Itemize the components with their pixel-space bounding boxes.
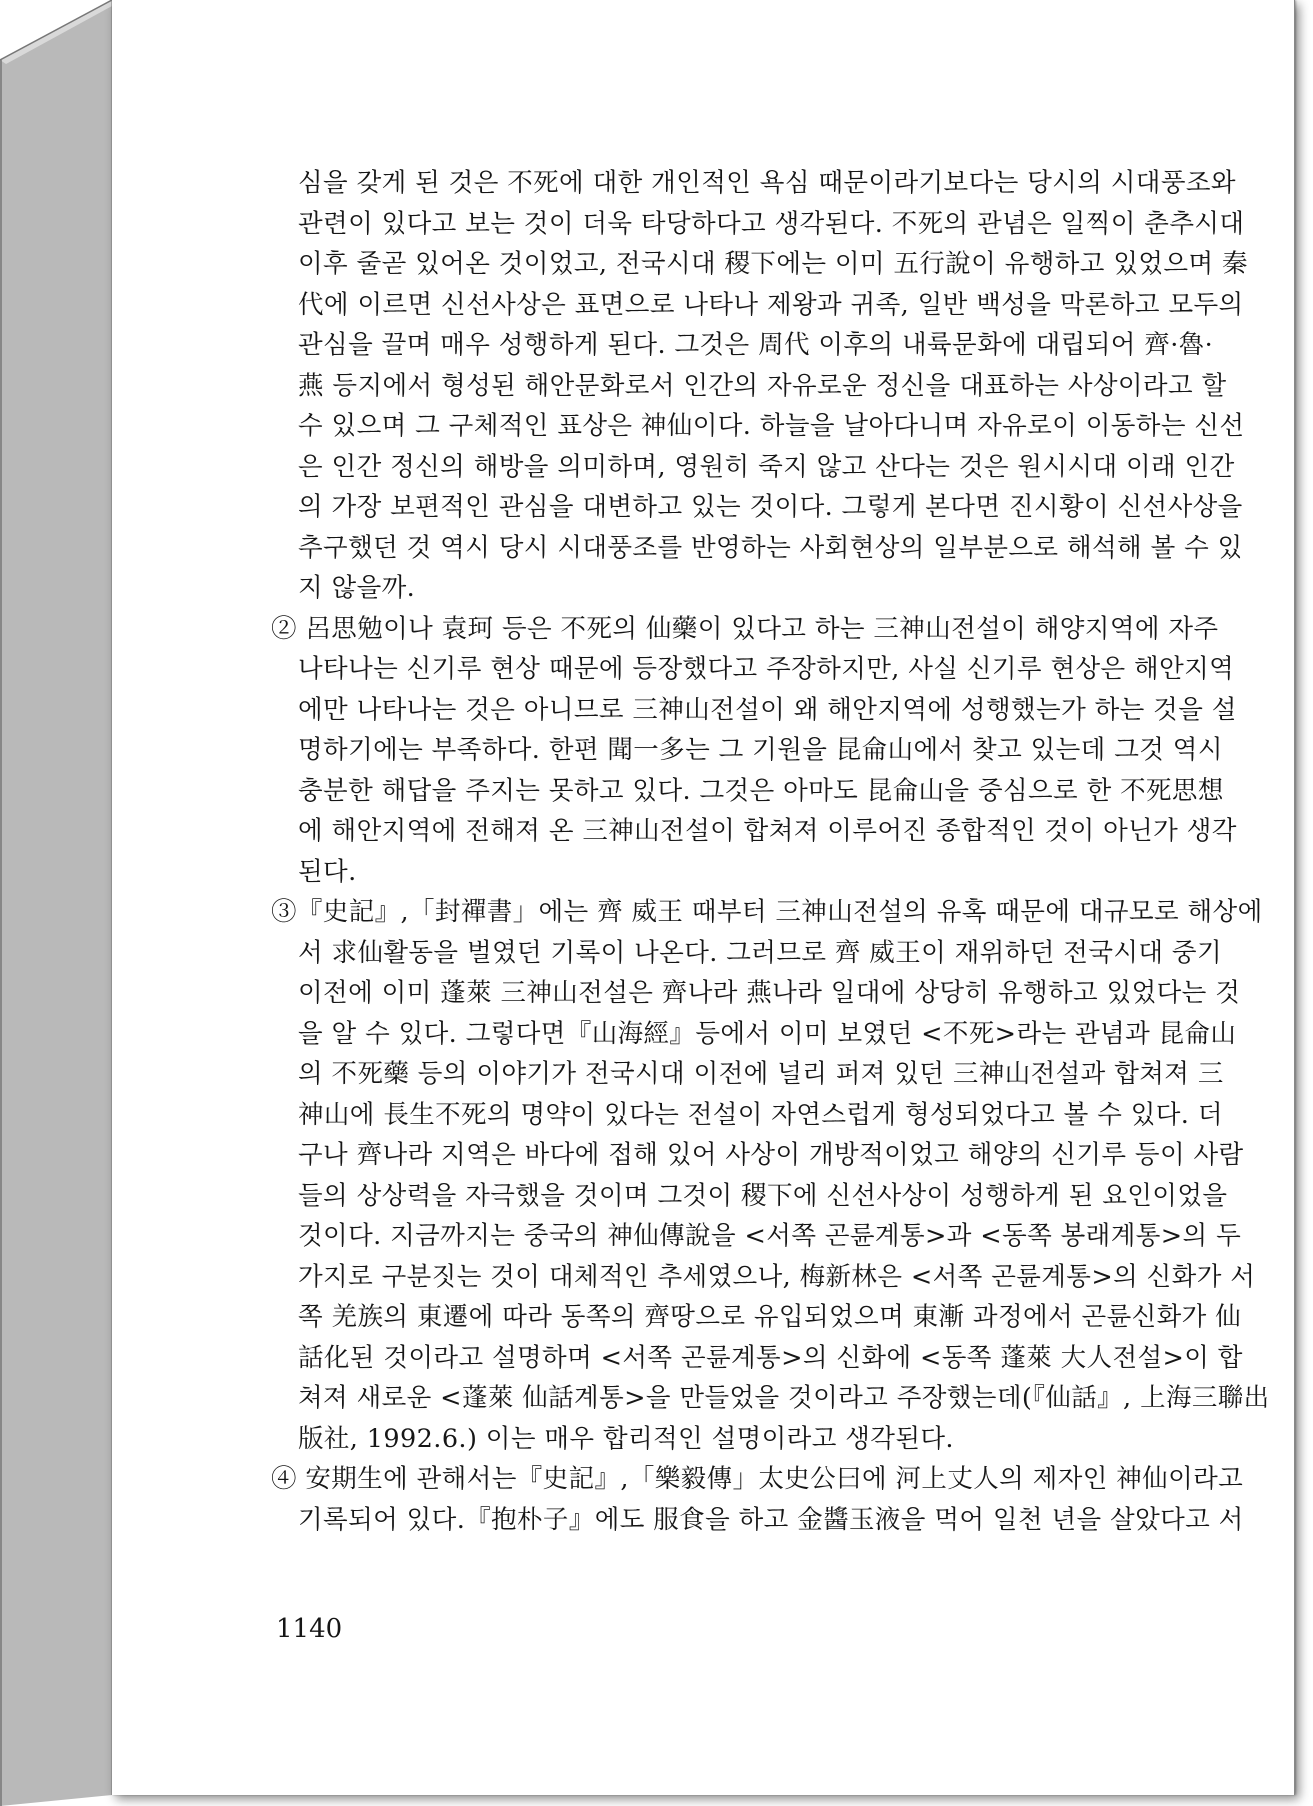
text-line: 수 있으며 그 구체적인 표상은 神仙이다. 하늘을 날아다니며 자유로이 이동하는 신선: [298, 411, 1245, 441]
text-line: 이전에 이미 蓬萊 三神山전설은 齊나라 燕나라 일대에 상당히 유행하고 있었다는 것: [298, 978, 1241, 1008]
text-line: 기록되어 있다.『抱朴子』에도 服食을 하고 金醬玉液을 먹어 일천 년을 살았다고 서: [298, 1504, 1244, 1535]
note-4-first-line: ④ 安期生에 관해서는『史記』,「樂毅傳」太史公曰에 河上丈人의 제자인 神仙이라고: [271, 1464, 1244, 1494]
text-line: 은 인간 정신의 해방을 의미하며, 영원히 죽지 않고 산다는 것은 원시시대 이래 인간: [298, 451, 1235, 482]
text-line: 충분한 해답을 주지는 못하고 있다. 그것은 아마도 昆侖山을 중심으로 한 不死思想: [298, 775, 1224, 806]
note-2-first-line: ② 呂思勉이나 袁珂 등은 不死의 仙藥이 있다고 하는 三神山전설이 해양지역에 자주: [271, 613, 1219, 644]
text-line: 것이다. 지금까지는 중국의 神仙傳說을 <서쪽 곤륜계통>과 <동쪽 봉래계통>의 두: [298, 1221, 1242, 1251]
text-line: 명하기에는 부족하다. 한편 聞一多는 그 기원을 昆侖山에서 찾고 있는데 그것 역시: [298, 735, 1223, 765]
text-line: 추구했던 것 역시 당시 시대풍조를 반영하는 사회현상의 일부분으로 해석해 볼 수 있: [298, 532, 1243, 563]
text-line: 에 해안지역에 전해져 온 三神山전설이 합쳐져 이루어진 종합적인 것이 아닌가 생각: [298, 816, 1237, 846]
body-text: [185, 163, 1270, 1540]
text-line: 을 알 수 있다. 그렇다면『山海經』등에서 이미 보였던 <不死>라는 관념과 昆侖山: [298, 1018, 1237, 1049]
text-line: 관심을 끌며 매우 성행하게 된다. 그것은 周代 이후의 내륙문화에 대립되어 齊·魯·: [298, 330, 1214, 360]
text-line: 된다.: [298, 856, 357, 887]
text-line: 代에 이르면 신선사상은 표면으로 나타나 제왕과 귀족, 일반 백성을 막론하고 모두의: [298, 289, 1244, 320]
page-number: 1140: [276, 1614, 343, 1644]
text-line: 의 가장 보편적인 관심을 대변하고 있는 것이다. 그렇게 본다면 진시황이 신선사상을: [298, 492, 1243, 522]
text-line: 서 求仙활동을 벌였던 기록이 나온다. 그러므로 齊 威王이 재위하던 전국시대 중기: [298, 937, 1222, 968]
text-line: 에만 나타나는 것은 아니므로 三神山전설이 왜 해안지역에 성행했는가 하는 것을 설: [298, 694, 1237, 725]
text-line: 가지로 구분짓는 것이 대체적인 추세였으나, 梅新林은 <서쪽 곤륜계통>의 신화가 서: [298, 1261, 1256, 1292]
text-line: 구나 齊나라 지역은 바다에 접해 있어 사상이 개방적이었고 해양의 신기루 등이 사람: [298, 1140, 1244, 1170]
text-line: 神山에 長生不死의 명약이 있다는 전설이 자연스럽게 형성되었다고 볼 수 있다. 더: [298, 1099, 1223, 1130]
text-line: 쳐져 새로운 <蓬萊 仙話계통>을 만들었을 것이라고 주장했는데(『仙話』, 上海三聯出: [298, 1383, 1270, 1413]
text-line: 들의 상상력을 자극했을 것이며 그것이 稷下에 신선사상이 성행하게 된 요인이었을: [298, 1180, 1228, 1211]
text-line: 나타나는 신기루 현상 때문에 등장했다고 주장하지만, 사실 신기루 현상은 해안지역: [298, 654, 1235, 684]
text-line: 지 않을까.: [298, 573, 416, 603]
text-line: 이후 줄곧 있어온 것이었고, 전국시대 稷下에는 이미 五行說이 유행하고 있었으며 秦: [298, 249, 1248, 279]
text-line: 쪽 羌族의 東遷에 따라 동쪽의 齊땅으로 유입되었으며 東漸 과정에서 곤륜신화가 仙: [298, 1302, 1242, 1332]
text-line: 관련이 있다고 보는 것이 더욱 타당하다고 생각된다. 不死의 관념은 일찍이 춘추시대: [298, 208, 1245, 239]
text-line: 話化된 것이라고 설명하며 <서쪽 곤륜계통>의 신화에 <동쪽 蓬萊 大人전설>이 합: [298, 1342, 1243, 1373]
text-line: 燕 등지에서 형성된 해안문화로서 인간의 자유로운 정신을 대표하는 사상이라고 할: [298, 370, 1227, 401]
text-line: 의 不死藥 등의 이야기가 전국시대 이전에 널리 퍼져 있던 三神山전설과 합쳐져 三: [298, 1059, 1224, 1089]
text-line: 심을 갖게 된 것은 不死에 대한 개인적인 욕심 때문이라기보다는 당시의 시대풍조와: [298, 168, 1236, 198]
note-3-first-line: ③『史記』,「封禪書」에는 齊 威王 때부터 三神山전설의 유혹 때문에 대규모로 해상에: [271, 897, 1263, 927]
text-line: 版社, 1992.6.) 이는 매우 합리적인 설명이라고 생각된다.: [298, 1423, 954, 1454]
